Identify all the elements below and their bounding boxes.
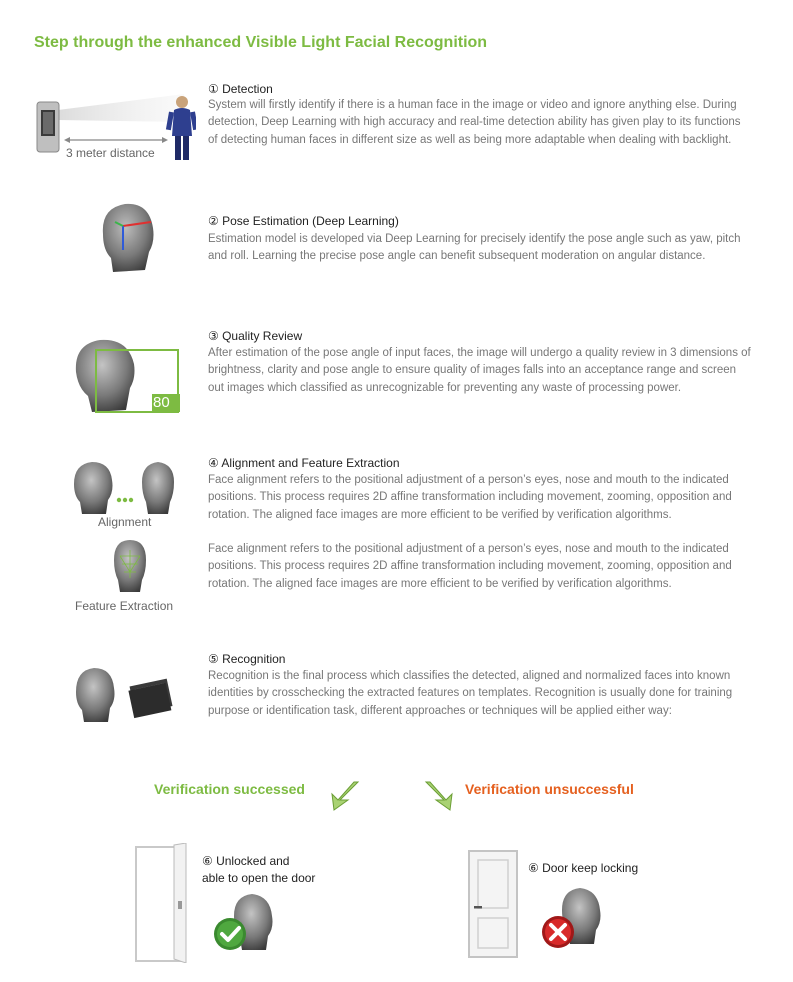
step-pose-title: ② Pose Estimation (Deep Learning) (208, 214, 399, 228)
step-detection-title: ① Detection (208, 82, 273, 96)
step-pose-body: Estimation model is developed via Deep Learning for precisely identify the pose angle such as yaw, pitch and roll. Learning the precise pose angle can benefit subsequent moderation on angular distance. (208, 233, 741, 263)
success-arrow-icon (328, 780, 362, 812)
step-alignment-body: Face alignment refers to the positional adjustment of a person’s eyes, nose and mouth to the indicated positions. This process requires 2D affine transformation including movement, zooming, opposition and rotation. The aligned face images are more efficient to be verified by verification algorithms. (208, 474, 732, 521)
step-quality-body: After estimation of the pose angle of input faces, the image will undergo a quality review in 3 dimensions of brightness, clarity and pose angle to ensure quality of images falls into an acceptance range and screen out images which classified as unrecognizable for preventing any waste of processing power. (208, 347, 751, 394)
success-result-line2: able to open the door (202, 871, 316, 885)
verification-success-label: Verification successed (154, 781, 305, 797)
verification-fail-label: Verification unsuccessful (465, 781, 634, 797)
feature-extraction-illustration (110, 538, 150, 594)
alignment-caption: Alignment (98, 515, 152, 529)
recognition-illustration (74, 666, 174, 724)
step-detection-body: System will firstly identify if there is a human face in the image or video and ignore anything else. During detection, Deep Learning with high accuracy and real-time detection ability has given play to its functions of detecting human faces in different size as well as being more adaptable when dealing with backlight. (208, 99, 741, 146)
fail-arrow-icon (422, 780, 456, 812)
success-result-line1: ⑥ Unlocked and (202, 854, 290, 868)
detection-distance-caption: 3 meter distance (66, 146, 155, 160)
page-title: Step through the enhanced Visible Light Facial Recognition (34, 34, 488, 51)
step-quality-title: ③ Quality Review (208, 329, 303, 343)
check-icon (208, 918, 209, 919)
step-recognition-title: ⑤ Recognition (208, 652, 286, 666)
open-door-illustration (134, 843, 188, 963)
feature-extraction-caption: Feature Extraction (75, 599, 174, 613)
quality-score: 80 (153, 394, 170, 411)
step-recognition-body: Recognition is the final process which classifies the detected, aligned and normalized faces into known identities by crosschecking the extracted features on templates. Recognition is usually done for training purpose or identification task, different approaches or techniques will be applied either way: (208, 670, 733, 717)
alignment-illustration (72, 460, 182, 518)
cross-icon (558, 932, 559, 933)
unlocked-head-illustration (208, 892, 278, 952)
locked-head-illustration (538, 886, 608, 950)
fail-result-text: ⑥ Door keep locking (528, 861, 639, 875)
step-alignment-title: ④ Alignment and Feature Extraction (208, 456, 400, 470)
pose-head-illustration (93, 200, 159, 276)
closed-door-illustration (468, 850, 518, 958)
step-alignment-body-2: Face alignment refers to the positional adjustment of a person’s eyes, nose and mouth to the indicated positions. This process requires 2D affine transformation including movement, zooming, opposition and rotation. The aligned face images are more efficient to be verified by verification algorithms. (208, 543, 732, 590)
